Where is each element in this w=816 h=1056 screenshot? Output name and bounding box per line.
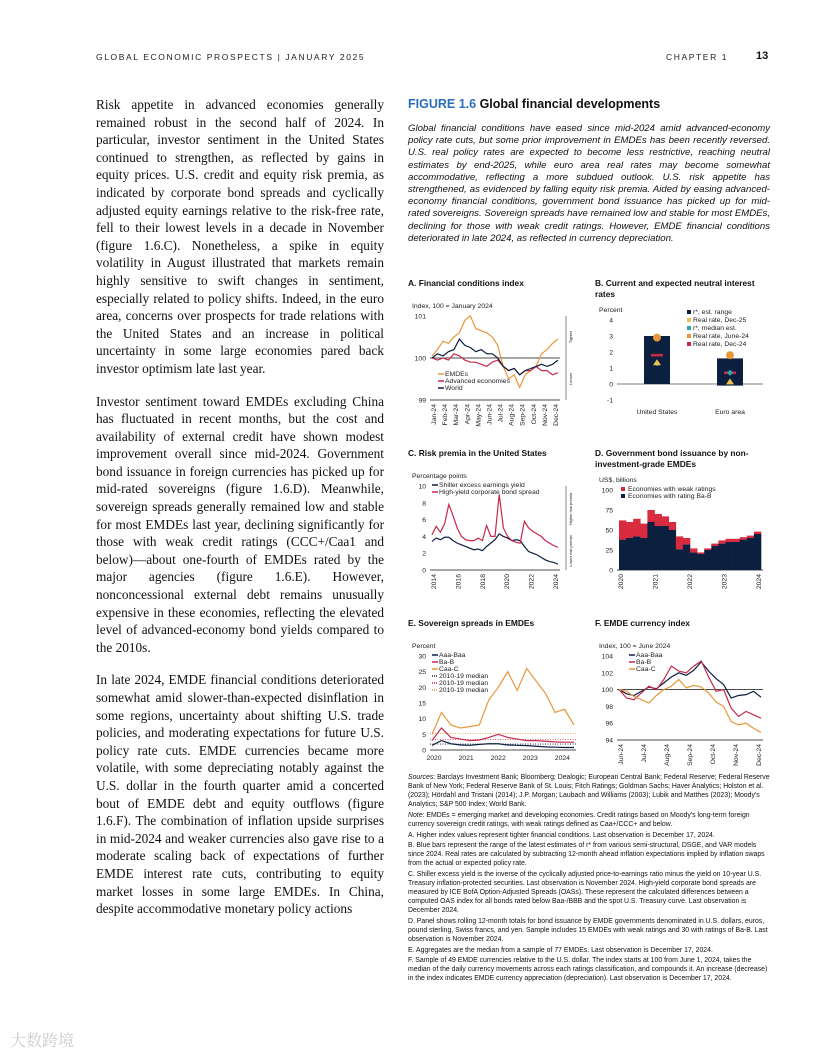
legend-swatch: [687, 318, 691, 322]
x-tick-label: Dec-24: [756, 744, 763, 766]
y-tick-label: 2: [422, 550, 426, 558]
y-tick-label: 0: [422, 567, 426, 575]
area-segment-ba-b: [676, 549, 683, 570]
legend-entry: Economies with weak ratings: [628, 486, 716, 493]
area-segment-weak: [647, 510, 654, 522]
series-line: [432, 534, 558, 564]
y-tick-label: 75: [605, 507, 613, 515]
legend-entry: Shiller excess earnings yield: [439, 482, 525, 489]
x-category-label: United States: [636, 409, 678, 416]
area-segment-weak: [690, 548, 697, 552]
x-tick-label: Sep-24: [519, 404, 527, 426]
y-tick-label: 20: [418, 684, 426, 692]
note-item: C. Shiller excess yield is the inverse of the cyclically adjusted price-to-earnings ratio minus the yield on 10-year U.S. Treasury inflation-protected securities. Last observation is November 2024. High-yield corporate bond spreads are measured by ICE BofA Option-Adjusted Spreads (OASs). These represent the calculated differences between a computed OAS index for all bonds rated below Baa-/BBB and the spot U.S. Treasury curve. Last observation is December 2024.: [408, 870, 762, 915]
paragraph: In late 2024, EMDE financial conditions deteriorated somewhat amid slower-than-expected disinflation in some regions, uncertainty about shifting U.S. trade policies, and moderating expectations for future U.S. policy rate cuts. EMDE currencies became more volatile, with some depreciating notably against the U.S. dollar in the fourth quarter amid a concerted bout of EMDE debt and equity outflows (figure 1.6.F). The combination of inflation upside surprises in mid-2024 and weaker currencies also gave rise to a moderate scaling back of expectations of further EMDE interest rate cuts, contributing to equity market losses in some large EMDEs. In China, despite accommodative monetary policy actions: [96, 672, 384, 917]
chart-panel-a: [408, 278, 583, 427]
area-segment-ba-b: [683, 544, 690, 570]
chart-panel-e: [408, 618, 583, 762]
legend-entry: High-yield corporate bond spread: [439, 489, 540, 496]
figure-title: [408, 97, 660, 111]
x-category-label: Euro area: [715, 409, 745, 416]
y-axis-label: Percent: [412, 643, 436, 650]
note-item: B. Blue bars represent the range of the latest estimates of r* from various semi-structural, DSGE, and VAR models since 2024. Real rates are calculated by subtracting 12-month ahead inflation expectations implied by inflation swaps from the actual or expected policy rate.: [408, 842, 765, 868]
y-tick-label: 25: [418, 669, 426, 677]
chart-title: E. Sovereign spreads in EMDEs: [408, 618, 535, 628]
legend-entry: World: [445, 385, 463, 392]
area-segment-weak: [619, 520, 626, 539]
x-tick-label: 2020: [504, 574, 512, 590]
legend-entry: Ba-B: [636, 659, 652, 666]
legend-entry: r*, est. range: [693, 309, 732, 316]
chart-panel-d: [595, 448, 770, 590]
area-segment-ba-b: [740, 540, 747, 570]
area-segment-ba-b: [747, 538, 754, 570]
x-tick-label: Oct-24: [530, 404, 538, 425]
area-segment-weak: [626, 522, 633, 538]
watermark-logo: 大数跨境: [10, 1033, 75, 1050]
y-tick-label: 0: [609, 381, 613, 389]
figure-notes: [408, 773, 770, 985]
x-tick-label: 2016: [455, 574, 463, 590]
area-segment-weak: [718, 540, 725, 543]
note-item: D. Panel shows rolling 12-month totals for bond issuance by EMDE governments denominated in U.S. dollars, euros, pound sterling, Swiss francs, and yen. Sample includes 15 EMDEs with weak ratings and 30 with ratings of Ba-B. Last observation is November 2024.: [408, 917, 768, 944]
area-segment-weak: [676, 536, 683, 549]
chart-svg: [408, 618, 586, 768]
y-tick-label: 100: [601, 487, 613, 495]
y-tick-label: 0: [422, 747, 426, 755]
real-rate-jun24-marker: [726, 351, 734, 359]
series-line: [619, 680, 761, 733]
note-item: F. Sample of 49 EMDE currencies relative to the U.S. dollar. The index starts at 100 from June 1, 2024, takes the median of the daily currency movements across each ratings classification, and compounds it. An increase (decrease) in the index indicates EMDE currency appreciation (depreciation). Last observation is December 17, 2024.: [408, 957, 768, 983]
x-tick-label: 2020: [618, 574, 625, 590]
area-segment-weak: [662, 516, 669, 526]
y-tick-label: 10: [418, 483, 426, 491]
legend-entry: 2010-19 median: [439, 680, 489, 687]
area-segment-ba-b: [662, 526, 669, 570]
x-tick-label: Jan-24: [431, 404, 438, 425]
chart-title: D. Government bond issuance by non-investment-grade EMDEs: [595, 448, 749, 469]
area-segment-weak: [704, 548, 711, 550]
running-title: GLOBAL ECONOMIC PROSPECTS | JANUARY 2025: [96, 52, 366, 62]
y-tick-label: 4: [422, 533, 426, 541]
legend-entry: Ba-B: [439, 659, 455, 666]
y-tick-label: 102: [601, 670, 613, 678]
annotation-lower: Lower risk premia: [568, 535, 573, 567]
area-segment-weak: [733, 539, 740, 542]
chart-title: C. Risk premia in the United States: [408, 448, 547, 458]
area-segment-ba-b: [711, 546, 718, 570]
legend-swatch: [621, 487, 625, 491]
x-tick-label: Feb-24: [442, 404, 450, 426]
legend-entry: r*, median est.: [693, 325, 737, 332]
area-segment-weak: [747, 536, 754, 538]
area-segment-weak: [754, 532, 761, 534]
x-tick-label: Dec-24: [553, 404, 560, 426]
area-segment-weak: [669, 522, 676, 530]
legend-swatch: [621, 494, 625, 498]
area-segment-ba-b: [640, 538, 647, 570]
x-tick-label: 2014: [431, 574, 438, 590]
legend-swatch: [687, 342, 691, 346]
area-segment-ba-b: [626, 538, 633, 570]
y-axis-label: Index, 100 = June 2024: [599, 643, 671, 650]
x-tick-label: 2018: [479, 574, 487, 590]
chart-panel-f: [595, 618, 770, 766]
annotation-upper: Higher risk premia: [568, 492, 573, 526]
legend-swatch: [687, 334, 691, 338]
legend-entry: 2010-19 median: [439, 687, 489, 694]
legend-entry: Real rate, Dec-25: [693, 317, 747, 324]
x-tick-label: 2022: [528, 574, 536, 590]
paragraph: Investor sentiment toward EMDEs excluding China has fluctuated in recent months, but the cost and availability of external credit have shown modest improvement overall since mid-2024. Government bond issuance in foreign currencies has picked up for mid-rated sovereigns (figure 1.6.D). Meanwhile, sovereign spreads generally remained low and stable for most EMDEs last year, declining significantly for those with weak credit ratings (CCC+/Caa1 and below)—about one-fourth of EMDEs rated by the major agencies (figure 1.6.E). However, nonconcessional external debt remains unusually expensive in these economies, reflecting the elevated level of advanced-economy bond yields compared to the 2010s.: [96, 393, 384, 655]
area-segment-ba-b: [690, 552, 697, 570]
y-tick-label: 100: [601, 687, 613, 695]
y-tick-label: 98: [605, 703, 613, 711]
area-segment-ba-b: [633, 536, 640, 570]
area-segment-ba-b: [669, 530, 676, 570]
x-tick-label: 2020: [426, 755, 442, 762]
annotation-lower: Looser: [568, 372, 573, 386]
sources-text: : Barclays Investment Bank; Bloomberg; Dealogic; European Central Bank; Federal Reserve; Federal Reserve Bank of New York; Federal Reserve Bank of St. Louis; Fitch Ratings; Goldman Sachs; Haver Analytics; Holston et al. (2023); Hördahl and Tristani (2014); J.P. Morgan; Laubach and Williams (2003); Lubik and Matthes (2023); Moody's Analytics; S&P 500 Index; World Bank.: [408, 774, 770, 809]
area-segment-weak: [655, 514, 662, 526]
y-axis-label: Percentage points: [412, 473, 467, 480]
chart-svg: [408, 278, 586, 428]
area-segment-weak: [740, 537, 747, 539]
y-axis-label: US$, billions: [599, 477, 637, 484]
annotation-upper: Tighter: [568, 330, 573, 344]
sources-label: Sources: [408, 774, 434, 781]
note-label: Note: [408, 811, 423, 819]
x-tick-label: 2023: [721, 574, 729, 590]
y-tick-label: 15: [418, 700, 426, 708]
area-segment-ba-b: [619, 540, 626, 570]
legend-entry: Real rate, Dec-24: [693, 341, 747, 348]
area-segment-ba-b: [718, 544, 725, 570]
y-tick-label: 6: [422, 517, 426, 525]
y-tick-label: 99: [418, 397, 426, 405]
x-tick-label: Apr-24: [464, 404, 472, 425]
real-rate-jun24-marker: [653, 334, 661, 342]
chart-panel-c: [408, 448, 583, 590]
chart-title: B. Current and expected neutral interest rates: [595, 278, 755, 299]
x-tick-label: 2024: [553, 574, 560, 590]
paragraph: Risk appetite in advanced economies generally remained robust in the second half of 2024. In particular, investor sentiment in the United States continued to strengthen, as reflected by gains in equity prices. U.S. credit and equity risk premia, as indicated by corporate bond spreads and cyclically adjusted equity earnings relative to the risk-free rate, fell to their lowest levels in a decade in November (figure 1.6.C). Nonetheless, a spike in equity volatility in August illustrated that markets remain highly sensitive to swift changes in sentiment, especially related to policy shifts. Indeed, in the euro area, concerns over prospects for trade relations with the United States and an increase in political uncertainty in some large economies pared back investor optimism late last year.: [96, 97, 384, 376]
y-tick-label: 100: [414, 355, 426, 363]
figure-title-text: Global financial developments: [479, 97, 661, 111]
x-tick-label: Jun-24: [618, 744, 625, 765]
x-tick-label: 2024: [756, 574, 763, 590]
area-segment-ba-b: [704, 550, 711, 570]
chart-title: A. Financial conditions index: [408, 278, 524, 288]
figure-label: FIGURE 1.6: [408, 97, 477, 111]
series-line: [432, 728, 574, 742]
legend-entry: Aaa-Baa: [636, 652, 663, 659]
x-tick-label: May-24: [475, 404, 483, 427]
page-number: 13: [756, 50, 769, 62]
area-segment-ba-b: [754, 534, 761, 570]
area-segment-weak: [697, 552, 704, 554]
y-tick-label: 96: [605, 720, 613, 728]
x-tick-label: Jul-24: [641, 744, 648, 763]
chart-title: F. EMDE currency index: [595, 618, 690, 628]
chart-svg: [408, 448, 586, 598]
y-tick-label: 10: [418, 716, 426, 724]
area-segment-ba-b: [726, 542, 733, 570]
chart-panel-b: [595, 278, 770, 416]
y-tick-label: 101: [414, 313, 426, 321]
area-segment-ba-b: [697, 554, 704, 570]
y-axis-label: Percent: [599, 307, 623, 314]
legend-entry: Advanced economies: [445, 378, 510, 385]
x-tick-label: 2022: [490, 755, 506, 762]
x-tick-label: Nov-24: [541, 404, 549, 426]
y-tick-label: 4: [609, 317, 613, 325]
figure-subtitle: Global financial conditions have eased since mid-2024 amid advanced-economy policy rate cuts, but some prior improvement in EMDEs has been recently reversed. U.S. real policy rates are expected to become less restrictive, reaching neutral estimates by end-2025, while euro area real rates may become somewhat accommodative, reflecting a more subdued outlook. U.S. risk appetite has strengthened, as evidenced by falling equity risk premia. Aided by easing advanced-economy financial conditions, government bond issuance has picked up for mid-rated sovereigns. Sovereign spreads have remained low and stable for most EMDEs, declining for those with weak credit ratings. However, EMDE financial conditions deteriorated in late 2024, as reflected in currency depreciation.: [408, 123, 770, 244]
legend-entry: 2010-19 median: [439, 673, 489, 680]
note-item: E. Aggregates are the median from a sample of 77 EMDEs. Last observation is December 17, 2024.: [408, 946, 713, 954]
y-tick-label: 8: [422, 500, 426, 508]
area-segment-weak: [683, 538, 690, 544]
x-tick-label: Jun-24: [486, 404, 494, 425]
area-segment-ba-b: [647, 522, 654, 570]
legend-swatch: [687, 326, 691, 330]
y-tick-label: 104: [601, 653, 613, 661]
legend-swatch: [687, 310, 691, 314]
legend-entry: Aaa-Baa: [439, 652, 466, 659]
y-tick-label: 1: [609, 365, 613, 373]
y-axis-label: Index, 100 = January 2024: [412, 303, 493, 310]
x-tick-label: Aug-24: [508, 404, 516, 426]
area-segment-ba-b: [733, 542, 740, 570]
legend-entry: Caa-C: [439, 666, 459, 673]
x-tick-label: 2023: [522, 755, 538, 762]
x-tick-label: Nov-24: [733, 744, 740, 766]
y-tick-label: 25: [605, 547, 613, 555]
area-segment-weak: [711, 544, 718, 546]
area-segment-weak: [726, 539, 733, 542]
x-tick-label: Mar-24: [453, 404, 461, 426]
y-tick-label: 50: [605, 527, 613, 535]
y-tick-label: 30: [418, 653, 426, 661]
area-segment-weak: [633, 519, 640, 537]
note-item: A. Higher index values represent tighter financial conditions. Last observation is December 17, 2024.: [408, 831, 715, 839]
real-rate-dec24-marker: [651, 354, 663, 357]
y-tick-label: 94: [605, 737, 613, 745]
note-text: : EMDEs = emerging market and developing economies. Credit ratings based on Moody's long-term foreign currency sovereign credit ratings, with weak ratings defined as Caa+/CCC+ and below.: [408, 811, 750, 828]
legend-entry: Real rate, June-24: [693, 333, 749, 340]
area-segment-ba-b: [655, 526, 662, 570]
chart-svg: [595, 618, 773, 768]
x-tick-label: 2022: [687, 574, 694, 590]
x-tick-label: Jul-24: [497, 404, 505, 423]
legend-entry: Caa-C: [636, 666, 656, 673]
y-tick-label: 3: [609, 333, 613, 341]
x-tick-label: 2024: [554, 755, 570, 762]
y-tick-label: 0: [609, 567, 613, 575]
legend-entry: Economies with rating Ba-B: [628, 493, 712, 500]
x-tick-label: Oct-24: [710, 744, 717, 765]
area-segment-weak: [640, 524, 647, 538]
y-tick-label: -1: [606, 397, 613, 405]
x-tick-label: Sep-24: [687, 744, 694, 766]
x-tick-label: Aug-24: [664, 744, 671, 766]
legend-entry: EMDEs: [445, 371, 469, 378]
y-tick-label: 5: [422, 731, 426, 739]
body-text: [96, 96, 384, 933]
x-tick-label: 2021: [458, 755, 474, 762]
chapter-label: CHAPTER 1: [666, 52, 729, 62]
y-tick-label: 2: [609, 349, 613, 357]
chart-svg: [595, 278, 773, 428]
x-tick-label: 2021: [652, 574, 660, 590]
chart-svg: [595, 448, 773, 598]
